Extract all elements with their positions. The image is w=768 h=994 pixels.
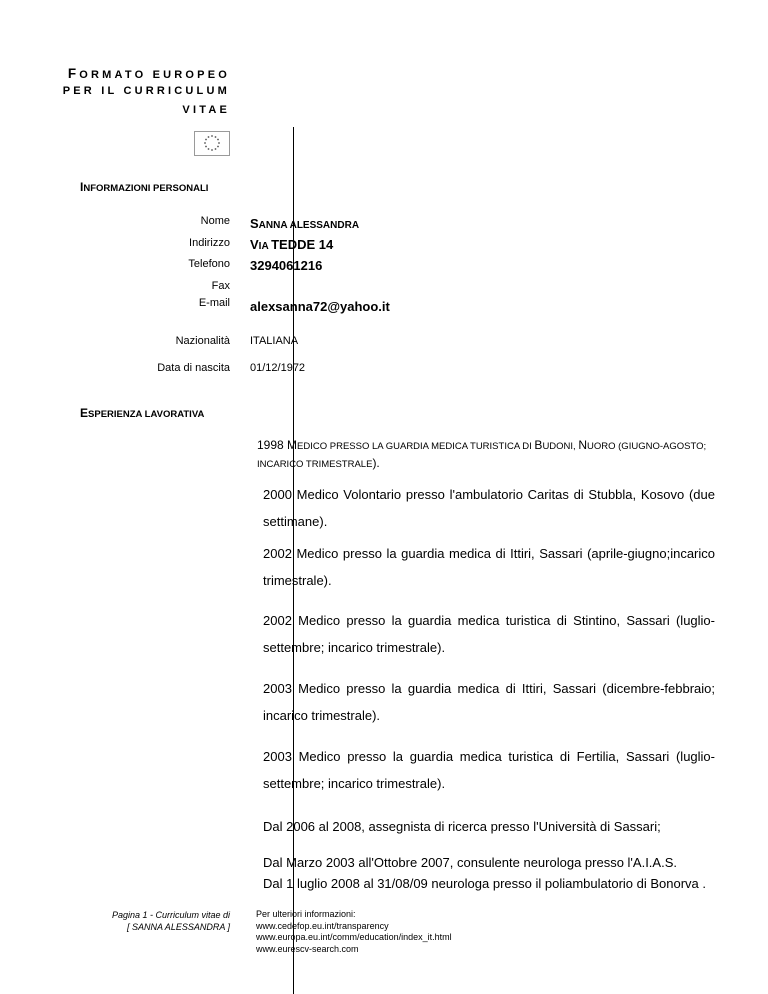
experience-entry: 2002 Medico presso la guardia medica di Ittiri, Sassari (aprile-giugno;incarico trimestrale). <box>263 546 715 588</box>
cv-format-title-line1: FORMATO EUROPEO <box>67 66 230 81</box>
address-label: Indirizzo <box>189 237 230 249</box>
nationality-value: ITALIANA <box>250 335 299 347</box>
footer-link-eurescv[interactable]: www.eurescv-search.com <box>256 943 359 954</box>
experience-entry: 2003 Medico presso la guardia medica di Ittiri, Sassari (dicembre-febbraio; incarico trimestrale). <box>263 681 715 723</box>
footer-info-label: Per ulteriori informazioni: <box>256 909 356 919</box>
birth-date-value: 01/12/1972 <box>250 362 306 374</box>
name-value: SANNA ALESSANDRA <box>250 216 360 231</box>
section-personal-info: INFORMAZIONI PERSONALI <box>80 180 209 194</box>
footer-cv-name: [ SANNA ALESSANDRA ] <box>126 922 230 932</box>
footer-link-europa[interactable]: www.europa.eu.int/comm/education/index_it.html <box>256 932 452 942</box>
footer-link-cedefop[interactable]: www.cedefop.eu.int/transparency <box>256 920 389 931</box>
experience-aias: Dal Marzo 2003 all'Ottobre 2007, consulente neurologa presso l'A.I.A.S. <box>263 855 677 870</box>
experience-entry: 2000 Medico Volontario presso l'ambulatorio Caritas di Stubbla, Kosovo (due settimane). <box>263 487 715 529</box>
section-work-experience: ESPERIENZA LAVORATIVA <box>80 406 205 420</box>
eu-flag-icon <box>194 131 230 156</box>
phone-label: Telefono <box>188 258 230 270</box>
phone-value: 3294061216 <box>250 258 323 273</box>
footer-page-number: Pagina 1 - Curriculum vitae di <box>111 910 230 920</box>
experience-research: Dal 2006 al 2008, assegnista di ricerca presso l'Università di Sassari; <box>263 819 661 834</box>
experience-entry: 2002 Medico presso la guardia medica turistica di Stintino, Sassari (luglio-settembre; incarico trimestrale). <box>263 613 715 655</box>
experience-entry-1998: 1998 MEDICO PRESSO LA GUARDIA MEDICA TURISTICA DI BUDONI, NUORO (GIUGNO-AGOSTO; INCARICO TRIMESTRALE). <box>257 438 707 470</box>
experience-entry: 2003 Medico presso la guardia medica turistica di Fertilia, Sassari (luglio-settembre; incarico trimestrale). <box>263 749 715 791</box>
fax-label: Fax <box>211 280 230 292</box>
cv-format-title-line2: PER IL CURRICULUM <box>62 85 230 97</box>
name-label: Nome <box>200 215 230 227</box>
birth-date-label: Data di nascita <box>157 362 230 374</box>
nationality-label: Nazionalità <box>175 335 230 347</box>
cv-format-title-line3: VITAE <box>182 104 230 116</box>
email-value[interactable]: alexsanna72@yahoo.it <box>250 299 390 314</box>
address-value: VIA TEDDE 14 <box>250 237 334 252</box>
experience-bonorva: Dal 1 luglio 2008 al 31/08/09 neurologa presso il poliambulatorio di Bonorva . <box>263 876 707 891</box>
email-label: E-mail <box>198 297 230 309</box>
